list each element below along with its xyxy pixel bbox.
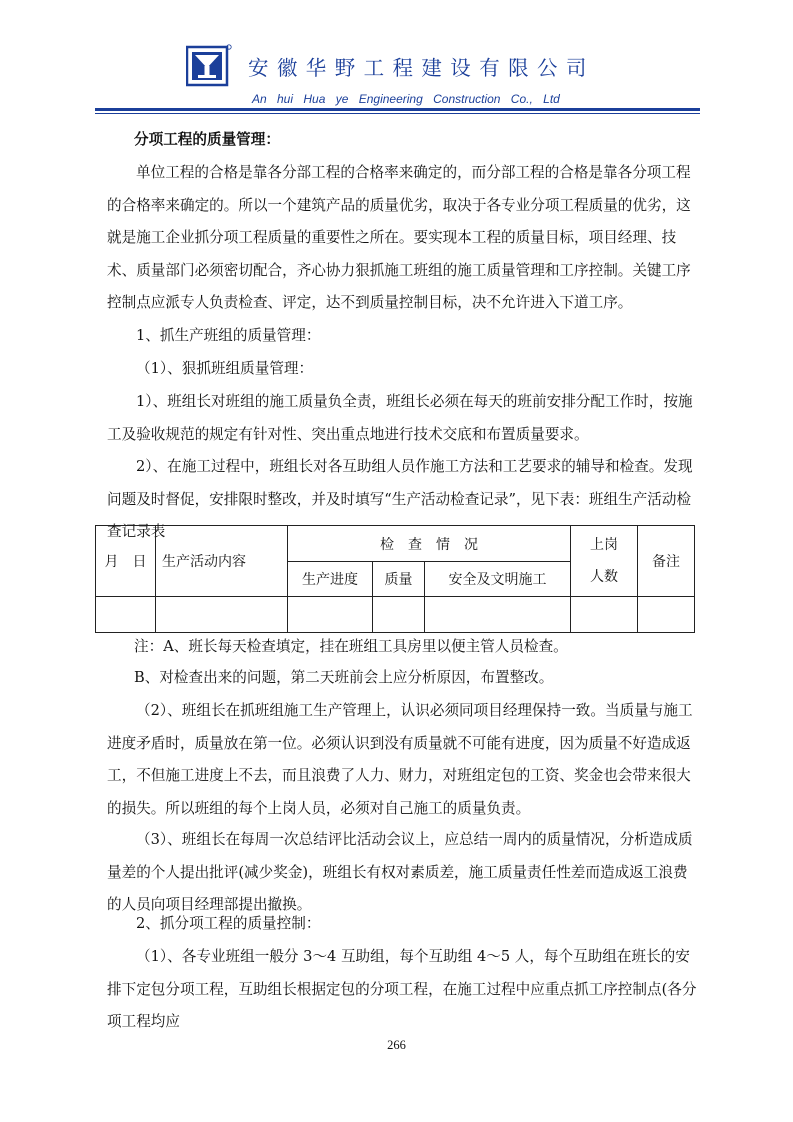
header-staff-line1: 上岗 (590, 537, 618, 553)
table-cell (288, 597, 373, 633)
inspection-record-table (95, 525, 695, 633)
item-2-1-paragraph: （1）、各专业班组一般分 3～4 互助组，每个互助组 4～5 人，每个互助组在班长的安排下定包分项工程，互助组长根据定包的分项工程，在施工过程中应重点抓工序控制点(各分项工程均应 (107, 948, 697, 1031)
company-name-cn: 安徽华野工程建设有限公司 (248, 56, 595, 80)
header-remark: 备注 (638, 526, 695, 597)
item-2-heading: 2、抓分项工程的质量控制： (136, 915, 321, 932)
header-rule-thick (95, 108, 700, 111)
table-cell (425, 597, 571, 633)
item-1-2-paragraph: （2）、班组长在抓班组施工生产管理上，认识必须同项目经理保持一致。当质量与施工进度矛盾时，质量放在第一位。必须认识到没有质量就不可能有进度，因为质量不好造成返工，不但施工进度上不去，而且浪费了人力、财力，对班组定包的工资、奖金也会带来很大的损失。所以班组的每个上岗人员，必须对自己施工的质量负责。 (107, 702, 693, 817)
header-safety: 安全及文明施工 (425, 562, 571, 597)
header-rule-thin (95, 113, 700, 114)
item-1-3-paragraph: （3）、班组长在每周一次总结评比活动会议上，应总结一周内的质量情况，分析造成质量差的个人提出批评(减少奖金)，班组长有权对素质差，施工质量责任性差而造成返工浪费的人员向项目经理部提出撤换。 (107, 831, 693, 914)
item-1-1-heading: （1）、狠抓班组质量管理： (136, 360, 314, 377)
table-cell (571, 597, 638, 633)
header-activity: 生产活动内容 (156, 526, 288, 597)
paragraph-intro: 单位工程的合格是靠各分部工程的合格率来确定的，而分部工程的合格是靠各分项工程的合格率来确定的。所以一个建筑产品的质量优劣，取决于各专业分项工程质量的优劣，这就是施工企业抓分项工程质量的重要性之所在。要实现本工程的质量目标，项目经理、技术、质量部门必须密切配合，齐心协力狠抓施工班组的施工质量管理和工序控制。关键工序控制点应派专人负责检查、评定，达不到质量控制目标，决不允许进入下道工序。 (107, 164, 691, 312)
table-cell (373, 597, 425, 633)
item-1-1-1-paragraph: 1）、班组长对班组的施工质量负全责，班组长必须在每天的班前安排分配工作时，按施工及验收规范的规定有针对性、突出重点地进行技术交底和布置质量要求。 (107, 393, 693, 443)
header-progress: 生产进度 (288, 562, 373, 597)
table-row (96, 597, 695, 633)
header-staff (571, 526, 638, 597)
header-inspection: 检 查 情 况 (288, 526, 571, 562)
note-b: B、对检查出来的问题，第二天班前会上应分析原因，布置整改。 (134, 669, 554, 686)
item-1-1-2-paragraph: 2）、在施工过程中，班组长对各互助组人员作施工方法和工艺要求的辅导和检查。发现问题及时督促，安排限时整改，并及时填写“生产活动检查记录”，见下表：班组生产活动检查记录表 (107, 458, 693, 541)
table-cell (638, 597, 695, 633)
table-cell (156, 597, 288, 633)
header-date: 月 日 (96, 526, 156, 597)
company-name-en: An hui Hua ye Engineering Construction Co., Ltd (252, 92, 560, 106)
header-staff-line2: 人数 (590, 569, 618, 585)
section-heading: 分项工程的质量管理： (134, 131, 280, 148)
item-1-heading: 1、抓生产班组的质量管理： (136, 327, 321, 344)
header-quality: 质量 (373, 562, 425, 597)
table-cell (96, 597, 156, 633)
note-a: 注：A、班长每天检查填定，挂在班组工具房里以便主管人员检查。 (134, 638, 568, 655)
page-number: 266 (387, 1038, 406, 1052)
company-logo-icon (186, 44, 232, 88)
